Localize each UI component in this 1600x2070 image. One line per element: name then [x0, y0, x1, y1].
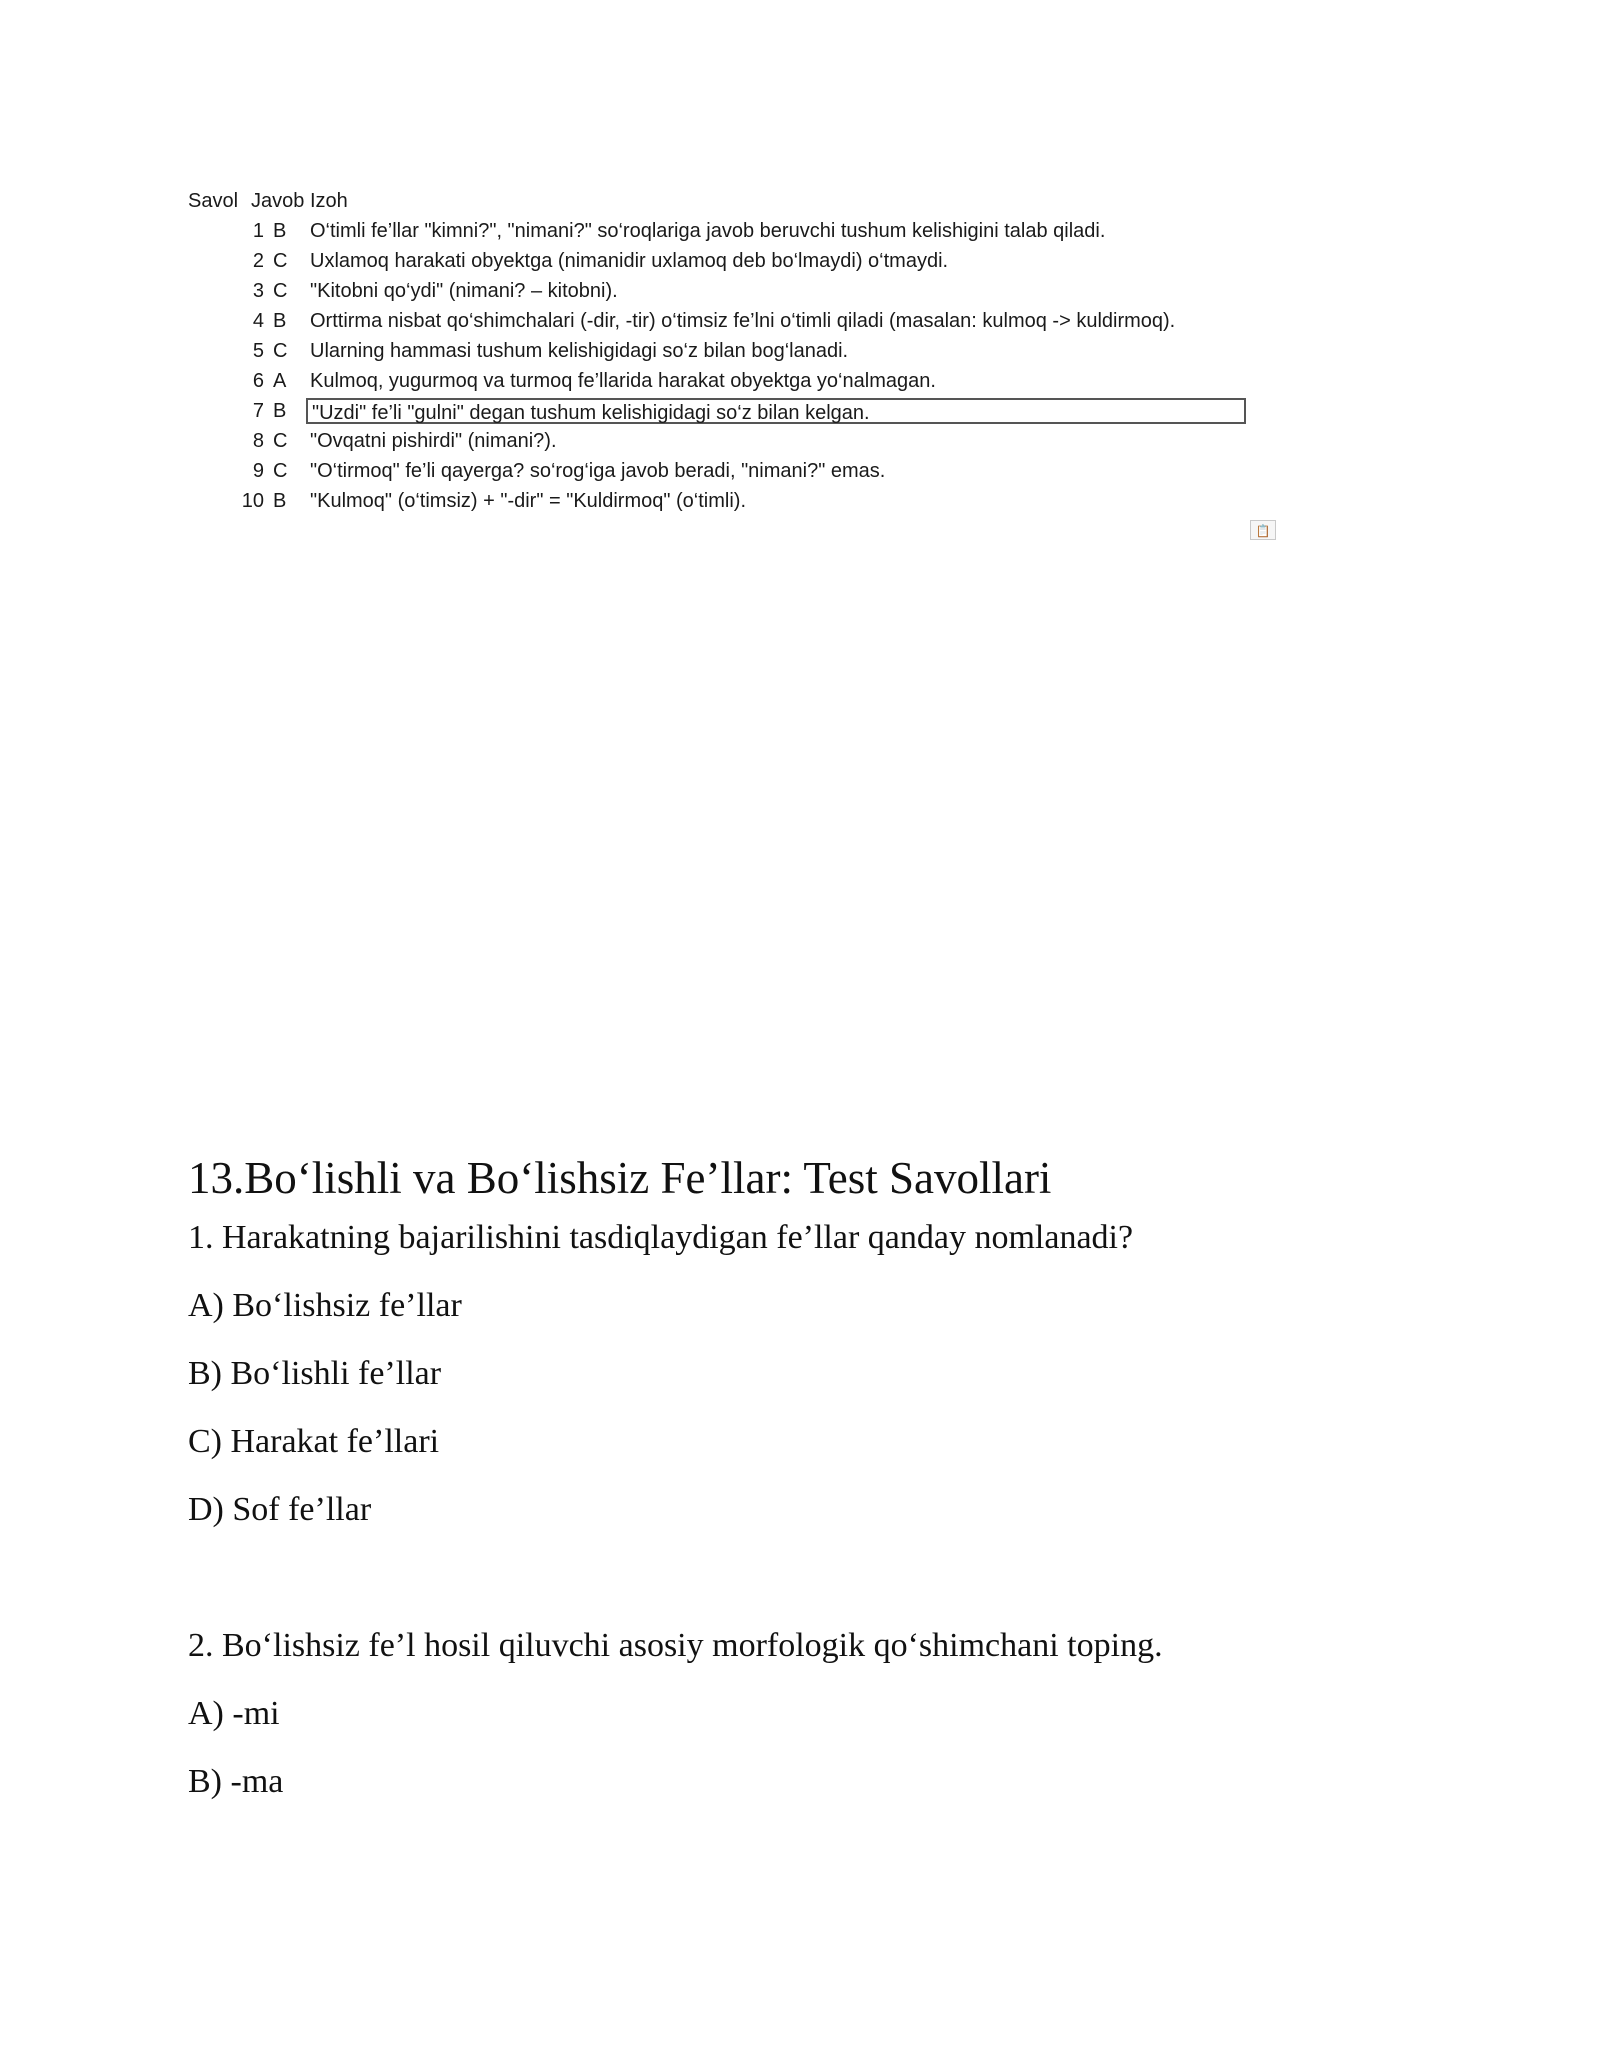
row-answer: B — [273, 310, 287, 332]
header-savol: Savol — [188, 190, 239, 212]
option-c: C) Harakat fe’llari — [188, 1423, 440, 1460]
test-document — [188, 1148, 1488, 1830]
table-row[interactable] — [186, 456, 1276, 486]
row-explanation: Orttirma nisbat qo‘shimchalari (-dir, -tir) o‘timsiz fe’lni o‘timli qiladi (masalan: kulmoq -> kuldirmoq). — [310, 310, 1176, 332]
row-answer: B — [273, 220, 287, 242]
row-answer: C — [273, 340, 288, 362]
row-number: 10 — [241, 490, 264, 512]
row-explanation: "O‘tirmoq" fe’li qayerga? so‘rog‘iga javob beradi, "nimani?" emas. — [310, 460, 886, 482]
selected-cell[interactable]: "Uzdi" fe’li "gulni" degan tushum kelishigidagi so‘z bilan kelgan. — [306, 398, 1246, 424]
row-answer: C — [273, 280, 288, 302]
table-header — [186, 186, 1276, 216]
row-explanation: O‘timli fe’llar "kimni?", "nimani?" so‘roqlariga javob beruvchi tushum kelishigini talab qiladi. — [310, 220, 1106, 242]
row-answer: B — [273, 490, 287, 512]
row-explanation: Kulmoq, yugurmoq va turmoq fe’llarida harakat obyektga yo‘nalmagan. — [310, 370, 936, 392]
question-1: 1. Harakatning bajarilishini tasdiqlaydigan fe’llar qanday nomlanadi? — [188, 1219, 1134, 1256]
row-number: 3 — [252, 280, 264, 302]
option-a: A) Bo‘lishsiz fe’llar — [188, 1287, 462, 1324]
option-d: D) Sof fe’llar — [188, 1491, 372, 1528]
table-row[interactable] — [186, 426, 1276, 456]
table-row-selected[interactable] — [186, 396, 1276, 426]
row-explanation: Ularning hammasi tushum kelishigidagi so‘z bilan bog‘lanadi. — [310, 340, 849, 362]
table-row[interactable] — [186, 306, 1276, 336]
row-number: 1 — [252, 220, 264, 242]
row-number: 4 — [252, 310, 264, 332]
row-explanation: Uxlamoq harakati obyektga (nimanidir uxlamoq deb bo‘lmaydi) o‘tmaydi. — [310, 250, 949, 272]
row-answer: C — [273, 250, 288, 272]
header-izoh: Izoh — [310, 190, 348, 212]
row-explanation: "Ovqatni pishirdi" (nimani?). — [310, 430, 557, 452]
option-a: A) -mi — [188, 1695, 280, 1732]
row-number: 6 — [252, 370, 264, 392]
row-number: 7 — [252, 400, 264, 422]
table-row[interactable] — [186, 486, 1276, 516]
row-explanation: "Kitobni qo‘ydi" (nimani? – kitobni). — [310, 280, 618, 302]
row-answer: C — [273, 460, 288, 482]
blank-line — [188, 1558, 1488, 1626]
section-title: 13.Bo‘lishli va Bo‘lishsiz Fe’llar: Test Savollari — [188, 1153, 1052, 1203]
question-2: 2. Bo‘lishsiz fe’l hosil qiluvchi asosiy morfologik qo‘shimchani toping. — [188, 1627, 1163, 1664]
clipboard-icon: 📋 — [1255, 524, 1271, 538]
row-answer: A — [273, 370, 287, 392]
answer-key-table — [186, 186, 1276, 516]
row-explanation: "Kulmoq" (o‘timsiz) + "-dir" = "Kuldirmoq" (o‘timli). — [310, 490, 747, 512]
table-row[interactable] — [186, 366, 1276, 396]
table-row[interactable] — [186, 246, 1276, 276]
row-number: 9 — [252, 460, 264, 482]
row-answer: C — [273, 430, 288, 452]
table-row[interactable] — [186, 336, 1276, 366]
row-number: 2 — [252, 250, 264, 272]
option-b: B) Bo‘lishli fe’llar — [188, 1355, 442, 1392]
paste-options-button[interactable] — [1250, 520, 1276, 540]
table-row[interactable] — [186, 216, 1276, 246]
row-number: 5 — [252, 340, 264, 362]
row-number: 8 — [252, 430, 264, 452]
row-answer: B — [273, 400, 287, 422]
table-row[interactable] — [186, 276, 1276, 306]
header-javob: Javob — [251, 190, 305, 212]
option-b: B) -ma — [188, 1763, 284, 1800]
